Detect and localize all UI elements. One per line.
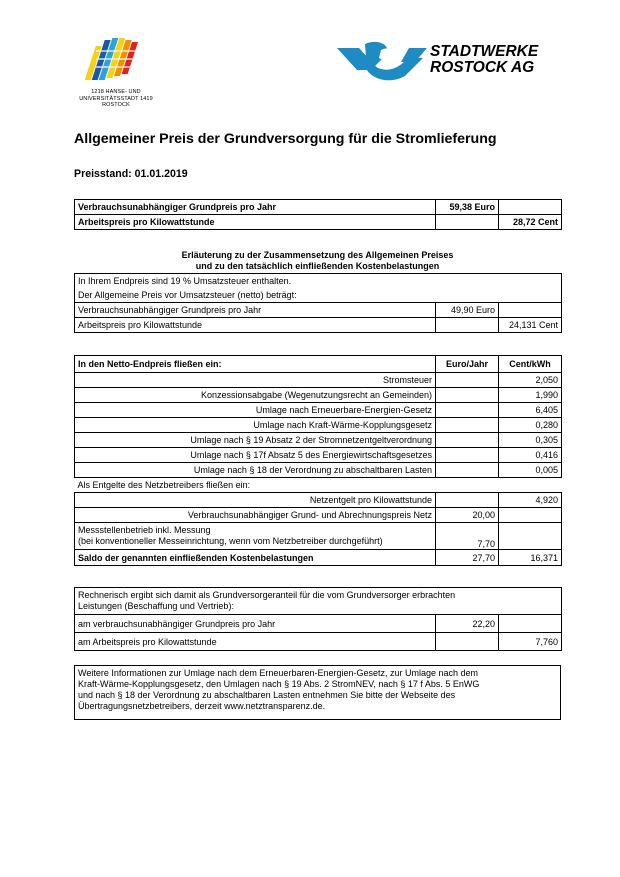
component-label: Umlage nach § 18 der Verordnung zu abschaltbaren Lasten bbox=[75, 463, 436, 478]
grid-cent bbox=[499, 508, 562, 523]
component-euro bbox=[436, 463, 499, 478]
net-note: Der Allgemeine Preis vor Umsatzsteuer (netto) beträgt: bbox=[75, 288, 562, 303]
table-row bbox=[75, 274, 562, 289]
grid-label: Netzentgelt pro Kilowattstunde bbox=[75, 493, 436, 508]
saldo-label: Saldo der genannten einfließenden Kostenbelastungen bbox=[75, 550, 436, 566]
table-row bbox=[75, 303, 562, 318]
table-header-row bbox=[75, 356, 562, 373]
table-row bbox=[75, 388, 562, 403]
component-cent: 2,050 bbox=[499, 373, 562, 388]
grid-note: Als Entgelte des Netzbetreibers fließen ein: bbox=[75, 478, 562, 493]
city-logo bbox=[76, 36, 156, 108]
price-date: Preisstand: 01.01.2019 bbox=[74, 168, 188, 180]
stadtwerke-name-line1: STADTWERKE bbox=[430, 43, 539, 60]
city-caption: 1218 HANSE- UND UNIVERSITÄTSSTADT 1419 ROSTOCK bbox=[79, 89, 153, 108]
component-cent: 0,416 bbox=[499, 448, 562, 463]
gross-base-label: Verbrauchsunabhängiger Grundpreis pro Jahr bbox=[75, 200, 436, 215]
saldo-cent: 16,371 bbox=[499, 550, 562, 566]
supplier-share-text: Rechnerisch ergibt sich damit als Grundversorgeranteil für die vom Grundversorger erbrachten Leistungen (Beschaffung und Vertrieb): bbox=[75, 588, 562, 615]
gross-energy-cent: 28,72 Cent bbox=[499, 215, 562, 230]
stadtwerke-name-line2: ROSTOCK AG bbox=[430, 59, 535, 76]
table-row bbox=[75, 478, 562, 493]
table-row bbox=[75, 288, 562, 303]
metering-label: Messstellenbetrieb inkl. Messung (bei konventioneller Messeinrichtung, wenn vom Netzbetreiber durchgeführt) bbox=[75, 523, 436, 550]
component-label: Umlage nach Kraft-Wärme-Kopplungsgesetz bbox=[75, 418, 436, 433]
net-energy-euro bbox=[436, 318, 499, 333]
component-cent: 0,280 bbox=[499, 418, 562, 433]
supplier-base-cent bbox=[499, 615, 562, 633]
table-row bbox=[75, 318, 562, 333]
table-row bbox=[75, 550, 562, 566]
components-header-euro: Euro/Jahr bbox=[436, 356, 499, 373]
table-row bbox=[75, 588, 562, 615]
table-row bbox=[75, 523, 562, 550]
components-table bbox=[74, 355, 562, 566]
explanation-heading: Erläuterung zu der Zusammensetzung des Allgemeinen Preises und zu den tatsächlich einfließenden Kostenbelastungen bbox=[181, 250, 454, 271]
vat-note: In Ihrem Endpreis sind 19 % Umsatzsteuer enthalten. bbox=[75, 274, 562, 289]
component-euro bbox=[436, 433, 499, 448]
table-row bbox=[75, 633, 562, 651]
component-euro bbox=[436, 388, 499, 403]
stadtwerke-wave-icon bbox=[335, 40, 430, 82]
gross-energy-label: Arbeitspreis pro Kilowattstunde bbox=[75, 215, 436, 230]
table-row bbox=[75, 493, 562, 508]
components-header-label: In den Netto-Endpreis fließen ein: bbox=[75, 356, 436, 373]
table-row bbox=[75, 215, 562, 230]
component-cent: 0,005 bbox=[499, 463, 562, 478]
city-stripes-icon bbox=[76, 36, 156, 84]
component-label: Konzessionsabgabe (Wegenutzungsrecht an Gemeinden) bbox=[75, 388, 436, 403]
gross-base-cent bbox=[499, 200, 562, 215]
supplier-energy-label: am Arbeitspreis pro Kilowattstunde bbox=[75, 633, 436, 651]
table-row bbox=[75, 200, 562, 215]
supplier-base-euro: 22,20 bbox=[436, 615, 499, 633]
net-base-label: Verbrauchsunabhängiger Grundpreis pro Jahr bbox=[75, 303, 436, 318]
grid-euro: 20,00 bbox=[436, 508, 499, 523]
gross-energy-euro bbox=[436, 215, 499, 230]
table-row bbox=[75, 403, 562, 418]
components-header-cent: Cent/kWh bbox=[499, 356, 562, 373]
table-row bbox=[75, 433, 562, 448]
component-euro bbox=[436, 418, 499, 433]
component-cent: 0,305 bbox=[499, 433, 562, 448]
component-euro bbox=[436, 373, 499, 388]
table-row bbox=[75, 373, 562, 388]
component-label: Stromsteuer bbox=[75, 373, 436, 388]
net-base-cent bbox=[499, 303, 562, 318]
component-label: Umlage nach § 19 Absatz 2 der Stromnetzentgeltverordnung bbox=[75, 433, 436, 448]
gross-base-euro: 59,38 Euro bbox=[436, 200, 499, 215]
component-euro bbox=[436, 403, 499, 418]
supplier-energy-cent: 7,760 bbox=[499, 633, 562, 651]
table-row bbox=[75, 508, 562, 523]
component-label: Umlage nach Erneuerbare-Energien-Gesetz bbox=[75, 403, 436, 418]
component-label: Umlage nach § 17f Absatz 5 des Energiewirtschaftsgesetzes bbox=[75, 448, 436, 463]
component-euro bbox=[436, 448, 499, 463]
stadtwerke-logo bbox=[335, 40, 550, 84]
supplier-energy-euro bbox=[436, 633, 499, 651]
metering-cent bbox=[499, 523, 562, 550]
grid-label: Verbrauchsunabhängiger Grund- und Abrechnungspreis Netz bbox=[75, 508, 436, 523]
net-energy-label: Arbeitspreis pro Kilowattstunde bbox=[75, 318, 436, 333]
metering-euro: 7,70 bbox=[436, 523, 499, 550]
supplier-share-table bbox=[74, 587, 562, 651]
component-cent: 6,405 bbox=[499, 403, 562, 418]
net-base-euro: 49,90 Euro bbox=[436, 303, 499, 318]
grid-cent: 4,920 bbox=[499, 493, 562, 508]
net-energy-cent: 24,131 Cent bbox=[499, 318, 562, 333]
info-box: Weitere Informationen zur Umlage nach dem Erneuerbaren-Energien-Gesetz, zur Umlage nach dem Kraft-Wärme-Kopplungsgesetz, den Umlagen nach § 19 Abs. 2 StromNEV, nach § 17 f Abs. 5 EnWG und nach § 18 der Verordnung zu abschaltbaren Lasten entnehmen Sie bitte der Webseite des Übertragungsnetzbetreibers, derzeit www.netztransparenz.de. bbox=[74, 665, 561, 720]
grid-euro bbox=[436, 493, 499, 508]
table-row bbox=[75, 418, 562, 433]
gross-price-table bbox=[74, 199, 562, 230]
table-row bbox=[75, 463, 562, 478]
table-row bbox=[75, 448, 562, 463]
supplier-base-label: am verbrauchsunabhängiger Grundpreis pro Jahr bbox=[75, 615, 436, 633]
net-price-table bbox=[74, 273, 562, 333]
table-row bbox=[75, 615, 562, 633]
page-title: Allgemeiner Preis der Grundversorgung für die Stromlieferung bbox=[74, 131, 497, 147]
component-cent: 1,990 bbox=[499, 388, 562, 403]
saldo-euro: 27,70 bbox=[436, 550, 499, 566]
